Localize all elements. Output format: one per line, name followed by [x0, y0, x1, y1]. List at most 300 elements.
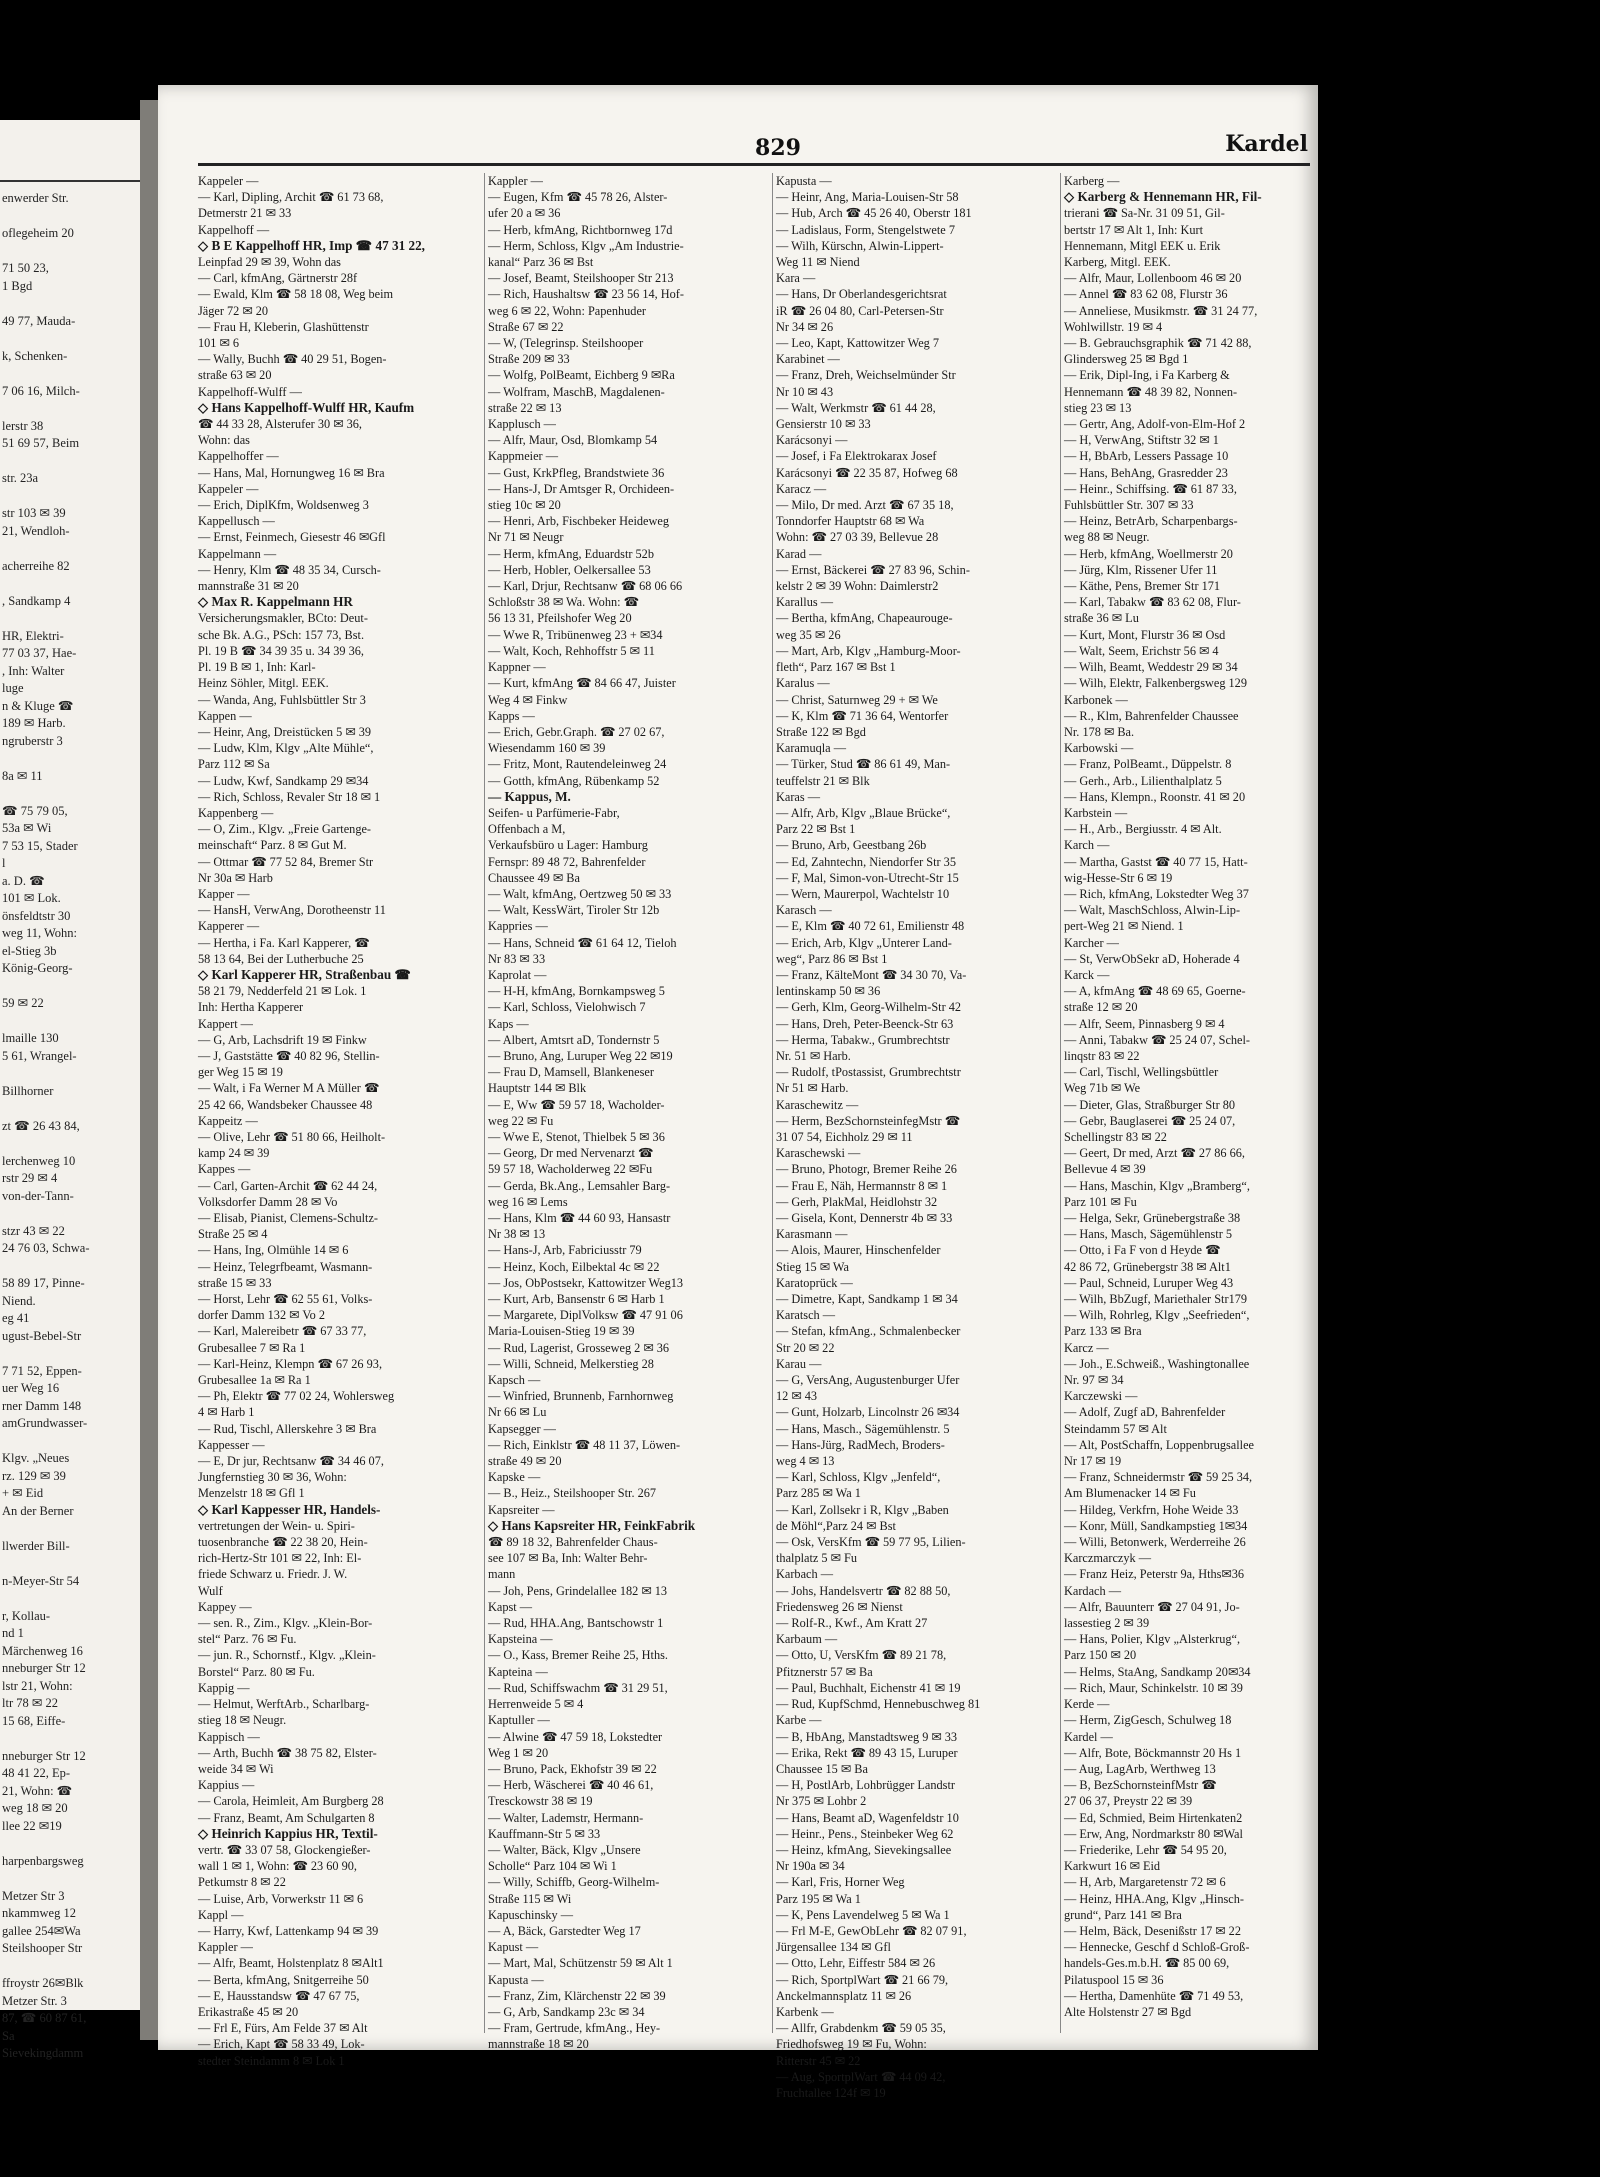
directory-entry-line: stieg 18 ✉ Neugr.	[198, 1713, 287, 1728]
directory-entry-line: Kappey —	[198, 1599, 252, 1614]
directory-entry-line: Kapper —	[198, 886, 250, 901]
directory-entry-line: — Helmut, WerftArb., Scharlbarg-	[198, 1697, 370, 1712]
directory-entry-line: Friedensweg 26 ✉ Nienst	[776, 1599, 903, 1614]
directory-entry-line: — Paul, Schneid, Luruper Weg 43	[1064, 1275, 1234, 1290]
directory-entry-line: ◇ Karl Kappesser HR, Handels-	[198, 1501, 381, 1517]
directory-entry-line: — Franz, Schneidermstr ☎ 59 25 34,	[1064, 1470, 1253, 1485]
directory-entry-line: — Erich, Arb, Klgv „Unterer Land-	[776, 935, 952, 950]
directory-entry-line: weg 22 ✉ Fu	[488, 1113, 554, 1128]
left-page-line: Metzer Str. 3	[2, 1993, 67, 2008]
left-page-line: Niend.	[2, 1293, 36, 1308]
directory-entry-line: straße 49 ✉ 20	[488, 1454, 562, 1469]
directory-entry-line: Grubesallee 7 ✉ Ra 1	[198, 1340, 306, 1355]
left-page-line: 7 53 15, Stader	[2, 838, 78, 853]
left-page-line: rstr 29 ✉ 4	[2, 1171, 58, 1185]
directory-entry-line: — Martha, Gastst ☎ 40 77 15, Hatt-	[1064, 854, 1248, 869]
directory-entry-line: — Hans, Beamt aD, Wagenfeldstr 10	[776, 1810, 959, 1825]
directory-entry-line: straße 36 ✉ Lu	[1064, 611, 1139, 626]
directory-entry-line: Kapteina —	[488, 1664, 548, 1679]
directory-entry-line: Straße 25 ✉ 4	[198, 1227, 268, 1242]
directory-entry-line: Fernspr: 89 48 72, Bahrenfelder	[488, 854, 646, 869]
left-page-line: 71 50 23,	[2, 261, 49, 275]
left-page-line	[2, 1013, 90, 1031]
directory-entry-line: trierani ☎ Sa-Nr. 31 09 51, Gil-	[1064, 206, 1225, 221]
left-page-line: 77 03 37, Hae-	[2, 646, 77, 660]
left-page-line	[2, 1870, 90, 1888]
directory-entry-line: Kapuschinsky —	[488, 1907, 574, 1922]
directory-entry-line: — Ludw, Klm, Klgv „Alte Mühle“,	[198, 741, 374, 756]
directory-entry-line: Steindamm 57 ✉ Alt	[1064, 1421, 1167, 1436]
left-page-line: lmaille 130	[2, 1031, 59, 1045]
directory-entry-line: — Wwe R, Tribünenweg 23 + ✉34	[488, 627, 663, 642]
directory-entry-line: — Bruno, Ang, Luruper Weg 22 ✉19	[488, 1048, 673, 1063]
left-page-line: , Inh: Walter	[2, 663, 65, 678]
left-page-line: 8a ✉ 11	[2, 768, 43, 783]
left-page-line: 48 41 22, Ep-	[2, 1766, 71, 1780]
directory-entry-line: — Alt, PostSchaffn, Loppenbrugsallee	[1064, 1437, 1255, 1452]
directory-entry-line: — Alfr, Maur, Lollenboom 46 ✉ 20	[1064, 271, 1242, 286]
left-page-line: 51 69 57, Beim	[2, 436, 80, 450]
left-page-line: lerchenweg 10	[2, 1153, 76, 1168]
directory-entry-line: thalplatz 5 ✉ Fu	[776, 1551, 857, 1566]
directory-entry-line: — Heinz, HHA.Ang, Klgv „Hinsch-	[1064, 1891, 1244, 1906]
left-page-line	[2, 575, 90, 593]
directory-entry-line: — B., Heiz., Steilshooper Str. 267	[488, 1486, 657, 1501]
left-page-line	[2, 1520, 90, 1538]
directory-entry-line: 101 ✉ 6	[198, 336, 240, 351]
directory-entry-line: Pfitznerstr 57 ✉ Ba	[776, 1664, 873, 1679]
directory-entry-line: — E, Dr jur, Rechtsanw ☎ 34 46 07,	[198, 1454, 384, 1469]
directory-entry-line: Hennemann ☎ 48 39 82, Nonnen-	[1064, 384, 1238, 399]
directory-entry-line: — Rich, kfmAng, Lokstedter Weg 37	[1064, 886, 1249, 901]
left-page-line	[2, 978, 90, 996]
column-divider	[772, 173, 773, 2033]
directory-entry-line: — Franz, PolBeamt., Düppelstr. 8	[1064, 757, 1232, 772]
directory-entry-line: — O., Kass, Bremer Reihe 25, Hths.	[488, 1648, 668, 1663]
directory-entry-line: 27 06 37, Preystr 22 ✉ 39	[1064, 1794, 1193, 1809]
directory-entry-line: Volksdorfer Damm 28 ✉ Vo	[198, 1194, 338, 1209]
directory-entry-line: rich-Hertz-Str 101 ✉ 22, Inh: El-	[198, 1551, 362, 1566]
directory-entry-line: — Karl, Schloss, Vielohwisch 7	[488, 1000, 646, 1015]
directory-entry-line: — Hans-J, Arb, Fabriciusstr 79	[488, 1243, 642, 1258]
directory-entry-line: weg 16 ✉ Lems	[488, 1194, 568, 1209]
directory-entry-line: — Walt, Seem, Erichstr 56 ✉ 4	[1064, 643, 1219, 658]
left-page-fragment	[0, 120, 140, 2060]
left-page-line: 1 Bgd	[2, 278, 33, 293]
directory-entry-line: Karaschewitz —	[776, 1097, 859, 1112]
directory-entry-line: Karberg —	[1064, 174, 1120, 188]
directory-entry-line: — Herm, Schloss, Klgv „Am Industrie-	[488, 238, 684, 253]
directory-entry-line: Karasmann —	[776, 1227, 848, 1242]
directory-entry-line: — Gerh, PlakMal, Heidlohstr 32	[776, 1194, 938, 1209]
directory-entry-line: Borstel“ Parz. 80 ✉ Fu.	[198, 1664, 315, 1679]
directory-entry-line: — Franz, Dreh, Weichselmünder Str	[776, 368, 956, 383]
left-page-line: 7 06 16, Milch-	[2, 383, 80, 398]
directory-entry-line: Karck —	[1064, 967, 1110, 982]
directory-entry-line: — Rich, Haushaltsw ☎ 23 56 14, Hof-	[488, 287, 684, 302]
directory-entry-line: Kapske —	[488, 1470, 541, 1485]
directory-entry-line: — Erich, DiplKfm, Woldsenweg 3	[198, 498, 369, 513]
left-page-line	[2, 1135, 90, 1153]
directory-entry-line: Alte Holstenstr 27 ✉ Bgd	[1064, 2004, 1192, 2019]
directory-entry-line: stieg 23 ✉ 13	[1064, 400, 1132, 415]
left-page-line: rz. 129 ✉ 39	[2, 1468, 66, 1483]
directory-entry-line: Bellevue 4 ✉ 39	[1064, 1162, 1146, 1177]
directory-entry-line: — Ludw, Kwf, Sandkamp 29 ✉34	[198, 773, 369, 788]
directory-entry-line: 31 07 54, Eichholz 29 ✉ 11	[776, 1129, 913, 1144]
left-page-line: lstr 21, Wohn:	[2, 1678, 73, 1693]
directory-entry-line: — Johs, Handelsvertr ☎ 82 88 50,	[776, 1583, 951, 1598]
directory-entry-line: — Franz Heiz, Peterstr 9a, Hths✉36	[1064, 1567, 1245, 1582]
left-page-line: harpenbargsweg	[2, 1853, 84, 1868]
left-page-line: , Sandkamp 4	[2, 593, 71, 608]
directory-entry-line: — Erik, Dipl-Ing, i Fa Karberg &	[1064, 368, 1230, 383]
directory-entry-line: ☎ 89 18 32, Bahrenfelder Chaus-	[488, 1535, 658, 1550]
directory-entry-line: Kappen —	[198, 708, 252, 723]
directory-entry-line: — Anni, Tabakw ☎ 25 24 07, Schel-	[1064, 1032, 1251, 1047]
left-page-line	[2, 1433, 90, 1451]
directory-entry-line: kelstr 2 ✉ 39 Wohn: Daimlerstr2	[776, 579, 939, 594]
directory-entry-line: kanal“ Parz 36 ✉ Bst	[488, 255, 594, 270]
directory-entry-line: Karácsonyi —	[776, 433, 848, 448]
directory-entry-line: Kappeler —	[198, 174, 259, 188]
directory-entry-line: — Erich, Kapt ☎ 58 33 49, Lok-	[198, 2037, 365, 2052]
directory-entry-line: — Friederike, Lehr ☎ 54 95 20,	[1064, 1842, 1227, 1857]
directory-entry-line: — Josef, i Fa Elektrokarax Josef	[776, 449, 937, 464]
directory-entry-line: — Ernst, Bäckerei ☎ 27 83 96, Schin-	[776, 562, 970, 577]
directory-entry-line: Karczmarczyk —	[1064, 1551, 1152, 1566]
directory-entry-line: — Frau D, Mamsell, Blankeneser	[488, 1065, 654, 1080]
directory-entry-line: Kapperer —	[198, 919, 260, 934]
directory-entry-line: — Franz, KälteMont ☎ 34 30 70, Va-	[776, 967, 967, 982]
left-page-line: uer Weg 16	[2, 1381, 60, 1395]
directory-entry-line: — Wilh, Beamt, Weddestr 29 ✉ 34	[1064, 660, 1238, 675]
directory-entry-line: — Gust, KrkPfleg, Brandstwiete 36	[488, 465, 665, 480]
directory-entry-line: — Heinz, Telegrfbeamt, Wasmann-	[198, 1259, 373, 1274]
directory-column-1	[198, 173, 478, 2068]
directory-entry-line: Parz 285 ✉ Wa 1	[776, 1486, 861, 1501]
left-page-line: enwerder Str.	[2, 191, 69, 205]
directory-entry-line: — Carl, kfmAng, Gärtnerstr 28f	[198, 271, 358, 286]
directory-entry-line: — Hans, Mal, Hornungweg 16 ✉ Bra	[198, 465, 385, 480]
directory-entry-line: ◇ Max R. Kappelmann HR	[198, 594, 353, 610]
left-page-line: 7 71 52, Eppen-	[2, 1363, 82, 1378]
left-page-line	[2, 1258, 90, 1276]
directory-entry-line: mannstraße 18 ✉ 20	[488, 2037, 589, 2052]
directory-entry-line: vertretungen der Wein- u. Spiri-	[198, 1518, 355, 1533]
directory-entry-line: ◇ B E Kappelhoff HR, Imp ☎ 47 31 22,	[198, 237, 425, 253]
directory-entry-line: Karbach —	[776, 1567, 834, 1582]
directory-entry-line: Karaschewski —	[776, 1146, 861, 1161]
left-page-line: luge	[2, 681, 24, 695]
directory-entry-line: straße 22 ✉ 13	[488, 400, 562, 415]
directory-entry-line: — K, Pens Lavendelweg 5 ✉ Wa 1	[776, 1907, 950, 1922]
directory-entry-line: — Hans, Ing, Olmühle 14 ✉ 6	[198, 1243, 349, 1258]
directory-entry-line: — Stefan, kfmAng., Schmalenbecker	[776, 1324, 961, 1339]
left-page-line: llwerder Bill-	[2, 1538, 70, 1553]
directory-entry-line: — Karl, Tabakw ☎ 83 62 08, Flur-	[1064, 595, 1241, 610]
directory-entry-line: 56 13 31, Pfeilshofer Weg 20	[488, 611, 632, 626]
left-page-line	[2, 1730, 90, 1748]
directory-entry-line: — Anneliese, Musikmstr. ☎ 31 24 77,	[1064, 303, 1258, 318]
directory-entry-line: — Bruno, Pack, Ekhofstr 39 ✉ 22	[488, 1761, 657, 1776]
directory-entry-line: 59 57 18, Wacholderweg 22 ✉Fu	[488, 1162, 653, 1177]
directory-entry-line: weide 34 ✉ Wi	[198, 1761, 274, 1776]
directory-entry-line: Nr 30a ✉ Harb	[198, 870, 273, 885]
directory-entry-line: — Herb, Wäscherei ☎ 40 46 61,	[488, 1778, 654, 1793]
directory-entry-line: — Heinz, BetrArb, Scharpenbargs-	[1064, 514, 1238, 529]
directory-entry-line: — Alfr, Seem, Pinnasberg 9 ✉ 4	[1064, 1016, 1225, 1031]
directory-entry-line: Karberg, Mitgl. EEK.	[1064, 255, 1171, 270]
directory-entry-line: Karcz —	[1064, 1340, 1109, 1355]
directory-entry-line: — Wilh, Elektr, Falkenbergsweg 129	[1064, 676, 1247, 691]
directory-entry-line: — Joh., E.Schweiß., Washingtonallee	[1064, 1356, 1250, 1371]
directory-entry-line: — G, VersAng, Augustenburger Ufer	[776, 1373, 960, 1388]
left-page-line	[2, 488, 90, 506]
directory-entry-line: Weg 4 ✉ Finkw	[488, 692, 568, 707]
directory-entry-line: dorfer Damm 132 ✉ Vo 2	[198, 1308, 325, 1323]
directory-entry-line: Karabinet —	[776, 352, 840, 367]
directory-entry-line: stel“ Parz. 76 ✉ Fu.	[198, 1632, 297, 1647]
left-page-line	[2, 400, 90, 418]
directory-entry-line: — Kappus, M.	[488, 788, 571, 804]
directory-entry-line: — Hans, Masch., Sägemühlenstr. 5	[776, 1421, 950, 1436]
directory-entry-line: Parz 112 ✉ Sa	[198, 757, 270, 772]
directory-entry-line: bertstr 17 ✉ Alt 1, Inh: Kurt	[1064, 222, 1204, 237]
left-page-line: n & Kluge ☎	[2, 698, 74, 713]
left-page-line: n-Meyer-Str 54	[2, 1573, 80, 1588]
directory-entry-line: Nr 375 ✉ Lohbr 2	[776, 1794, 867, 1809]
directory-entry-line: Chaussee 49 ✉ Ba	[488, 870, 580, 885]
directory-entry-line: — Hans, Masch, Sägemühlenstr 5	[1064, 1227, 1233, 1242]
directory-entry-line: — Alfr, Beamt, Holstenplatz 8 ✉Alt1	[198, 1956, 384, 1971]
directory-entry-line: Erikastraße 45 ✉ 20	[198, 2004, 299, 2019]
directory-entry-line: Kauffmann-Str 5 ✉ 33	[488, 1826, 601, 1841]
directory-entry-line: mannstraße 31 ✉ 20	[198, 579, 299, 594]
directory-entry-line: — Annel ☎ 83 62 08, Flurstr 36	[1064, 287, 1228, 302]
directory-entry-line: — Hans, BehAng, Grasredder 23	[1064, 465, 1228, 480]
directory-entry-line: — Frau E, Näh, Hermannstr 8 ✉ 1	[776, 1178, 948, 1193]
directory-entry-line: — Karl, Malereibetr ☎ 67 33 77,	[198, 1324, 367, 1339]
directory-entry-line: — A, kfmAng ☎ 48 69 65, Goerne-	[1064, 984, 1246, 999]
directory-entry-line: teuffelstr 21 ✉ Blk	[776, 773, 870, 788]
directory-entry-line: — Karl, Fris, Horner Weg	[776, 1875, 905, 1890]
directory-entry-line: Kappenberg —	[198, 805, 274, 820]
directory-entry-line: — Gerda, Bk.Ang., Lemsahler Barg-	[488, 1178, 671, 1193]
directory-entry-line: — Fritz, Mont, Rautendeleinweg 24	[488, 757, 667, 772]
directory-entry-line: Karcher —	[1064, 935, 1119, 950]
left-page-line: rner Damm 148	[2, 1398, 82, 1413]
left-page-line	[2, 1100, 90, 1118]
left-page-line	[2, 453, 90, 471]
directory-entry-line: — Hildeg, Verkfrn, Hohe Weide 33	[1064, 1502, 1239, 1517]
directory-entry-line: — Hennecke, Geschf d Schloß-Groß-	[1064, 1940, 1250, 1955]
directory-entry-line: — Bruno, Arb, Geestbang 26b	[776, 838, 927, 853]
directory-entry-line: — H., Arb., Bergiusstr. 4 ✉ Alt.	[1064, 822, 1222, 837]
directory-entry-line: Jäger 72 ✉ 20	[198, 303, 269, 318]
directory-entry-line: Karbonek —	[1064, 692, 1128, 707]
directory-entry-line: straße 63 ✉ 20	[198, 368, 272, 383]
directory-entry-line: Wulf	[198, 1583, 223, 1598]
left-page-line: von-der-Tann-	[2, 1188, 74, 1203]
directory-entry-line: Hennemann, Mitgl EEK u. Erik	[1064, 238, 1221, 253]
directory-entry-line: grund“, Parz 141 ✉ Bra	[1064, 1907, 1182, 1922]
left-page-line: nneburger Str 12	[2, 1661, 86, 1675]
left-page-line	[2, 785, 90, 803]
left-page-line: weg 11, Wohn:	[2, 926, 78, 940]
directory-entry-line: — Herm, kfmAng, Eduardstr 52b	[488, 546, 654, 561]
directory-entry-line: — Franz, Zim, Klärchenstr 22 ✉ 39	[488, 1988, 666, 2003]
directory-entry-line: Nr 51 ✉ Harb.	[776, 1081, 849, 1096]
directory-entry-line: 58 21 79, Nedderfeld 21 ✉ Lok. 1	[198, 984, 367, 999]
directory-entry-line: — Jos, ObPostsekr, Kattowitzer Weg13	[488, 1275, 684, 1290]
directory-entry-line: 58 13 64, Bei der Lutherbuche 25	[198, 951, 364, 966]
directory-entry-line: Kardel —	[1064, 1729, 1113, 1744]
directory-entry-line: — Dieter, Glas, Straßburger Str 80	[1064, 1097, 1236, 1112]
directory-entry-line: — Herb, Hobler, Oelkersallee 53	[488, 562, 651, 577]
left-page-line	[2, 208, 90, 226]
directory-entry-line: Anckelmannsplatz 11 ✉ 26	[776, 1988, 912, 2003]
directory-entry-line: Pl. 19 B ☎ 34 39 35 u. 34 39 36,	[198, 643, 364, 658]
directory-entry-line: — Aug, LagArb, Werthweg 13	[1064, 1761, 1216, 1776]
directory-entry-line: — Walt, i Fa Werner M A Müller ☎	[198, 1081, 380, 1096]
left-page-line: str. 23a	[2, 471, 39, 485]
book-gutter	[140, 100, 160, 2040]
left-page-line: 21, Wohn: ☎	[2, 1783, 73, 1798]
directory-entry-line: wig-Hesse-Str 6 ✉ 19	[1064, 870, 1173, 885]
left-page-line: oflegeheim 20	[2, 226, 74, 240]
directory-entry-line: — Heinz, kfmAng, Sievekingsallee	[776, 1842, 952, 1857]
left-page-line: Sievekingdamm	[2, 2046, 84, 2060]
directory-entry-line: 25 42 66, Wandsbeker Chaussee 48	[198, 1097, 373, 1112]
directory-entry-line: — Margarete, DiplVolksw ☎ 47 91 06	[488, 1308, 683, 1323]
directory-entry-line: Kappeitz —	[198, 1113, 258, 1128]
directory-entry-line: — Heinr, Ang, Dreistücken 5 ✉ 39	[198, 724, 372, 739]
directory-entry-line: Kappelmann —	[198, 546, 277, 561]
left-page-line: Metzer Str 3	[2, 1888, 65, 1903]
directory-entry-line: Karbaum —	[776, 1632, 838, 1647]
directory-entry-line: Karacz —	[776, 481, 827, 496]
directory-entry-line: — A, Bäck, Garstedter Weg 17	[488, 1923, 641, 1938]
directory-entry-line: Straße 115 ✉ Wi	[488, 1891, 572, 1906]
directory-entry-line: linqstr 83 ✉ 22	[1064, 1048, 1140, 1063]
directory-entry-line: — E, Ww ☎ 59 57 18, Wacholder-	[488, 1097, 665, 1112]
directory-entry-line: — Ladislaus, Form, Stengelstwete 7	[776, 222, 955, 237]
directory-entry-line: — Luise, Arb, Vorwerkstr 11 ✉ 6	[198, 1891, 364, 1906]
running-head: Kardel	[1225, 131, 1308, 157]
directory-entry-line: Karatoprück —	[776, 1275, 853, 1290]
directory-entry-line: — Kurt, Arb, Bansenstr 6 ✉ Harb 1	[488, 1292, 665, 1307]
directory-entry-line: Karad —	[776, 546, 822, 561]
directory-entry-line: — Bruno, Photogr, Bremer Reihe 26	[776, 1162, 957, 1177]
directory-entry-line: — Kurt, kfmAng ☎ 84 66 47, Juister	[488, 676, 676, 691]
directory-column-3	[776, 173, 1056, 2100]
directory-entry-line: — Hans-Jürg, RadMech, Broders-	[776, 1437, 945, 1452]
directory-entry-line: — Hertha, i Fa. Karl Kapperer, ☎	[198, 935, 370, 950]
directory-entry-line: — Erika, Rekt ☎ 89 43 15, Luruper	[776, 1745, 958, 1760]
directory-entry-line: — Hans, Schneid ☎ 61 64 12, Tieloh	[488, 935, 677, 950]
directory-entry-line: ger Weg 15 ✉ 19	[198, 1065, 283, 1080]
directory-entry-line: Kara —	[776, 271, 816, 286]
left-page-line	[2, 1205, 90, 1223]
directory-entry-line: Fruchtallee 124f ✉ 19	[776, 2085, 886, 2100]
directory-entry-line: Straße 67 ✉ 22	[488, 319, 564, 334]
directory-entry-line: — Helms, StaAng, Sandkamp 20✉34	[1064, 1664, 1251, 1679]
directory-entry-line: Inh: Hertha Kapperer	[198, 1000, 304, 1015]
directory-entry-line: Versicherungsmakler, BCto: Deut-	[198, 611, 368, 626]
directory-entry-line: — Karl, Zollsekr i R, Klgv „Baben	[776, 1502, 949, 1517]
directory-entry-line: Chaussee 15 ✉ Ba	[776, 1761, 868, 1776]
directory-entry-line: Nr 190a ✉ 34	[776, 1859, 845, 1874]
directory-entry-line: — Herm, ZigGesch, Schulweg 18	[1064, 1713, 1232, 1728]
directory-entry-line: — Gotth, kfmAng, Rübenkamp 52	[488, 773, 660, 788]
left-page-line	[2, 1065, 90, 1083]
directory-entry-line: — Wwe E, Stenot, Thielbek 5 ✉ 36	[488, 1129, 665, 1144]
directory-entry-line: — Albert, Amtsrt aD, Tondernstr 5	[488, 1032, 660, 1047]
directory-entry-line: Karau —	[776, 1356, 822, 1371]
directory-entry-line: — Geert, Dr med, Arzt ☎ 27 86 66,	[1064, 1146, 1245, 1161]
directory-entry-line: wall 1 ✉ 1, Wohn: ☎ 23 60 90,	[198, 1859, 357, 1874]
directory-entry-line: Kaps —	[488, 1016, 529, 1031]
directory-entry-line: — Arth, Buchh ☎ 38 75 82, Elster-	[198, 1745, 377, 1760]
directory-entry-line: — Wilh, BbZugf, Mariethaler Str179	[1064, 1292, 1248, 1307]
left-page-line: r, Kollau-	[2, 1608, 51, 1623]
directory-entry-line: Kappl —	[198, 1907, 244, 1922]
left-page-line	[2, 610, 90, 628]
left-page-line: 15 68, Eiffe-	[2, 1713, 66, 1728]
directory-entry-line: Herrenweide 5 ✉ 4	[488, 1697, 584, 1712]
header-rule	[198, 163, 1310, 166]
directory-entry-line: Kappig —	[198, 1680, 250, 1695]
left-page-line: Märchenweg 16	[2, 1643, 83, 1658]
directory-entry-line: — Karl, Drjur, Rechtsanw ☎ 68 06 66	[488, 579, 683, 594]
directory-entry-line: — Rich, Maur, Schinkelstr. 10 ✉ 39	[1064, 1680, 1243, 1695]
directory-entry-line: Verkaufsbüro u Lager: Hamburg	[488, 838, 648, 853]
directory-entry-line: — Josef, Beamt, Steilshooper Str 213	[488, 271, 674, 286]
directory-entry-line: — Walter, Bäck, Klgv „Unsere	[488, 1842, 641, 1857]
directory-entry-line: Weg 11 ✉ Niend	[776, 255, 860, 270]
directory-entry-line: — Eugen, Kfm ☎ 45 78 26, Alster-	[488, 190, 668, 205]
directory-entry-line: — Heinz, Koch, Eilbektal 4c ✉ 22	[488, 1259, 660, 1274]
left-page-line	[2, 1555, 90, 1573]
directory-entry-line: — Olive, Lehr ☎ 51 80 66, Heilholt-	[198, 1129, 386, 1144]
directory-entry-line: — Henry, Klm ☎ 48 35 34, Cursch-	[198, 562, 381, 577]
directory-entry-line: — Georg, Dr med Nervenarzt ☎	[488, 1146, 654, 1161]
directory-entry-line: — Erw, Ang, Nordmarkstr 80 ✉Wal	[1064, 1826, 1243, 1841]
left-page-line: + ✉ Eid	[2, 1486, 44, 1500]
directory-entry-line: — Heinr., Pens., Steinbeker Weg 62	[776, 1826, 954, 1841]
directory-entry-line: — Allfr, Grabdenkm ☎ 59 05 35,	[776, 2021, 946, 2036]
directory-entry-line: Kappner —	[488, 660, 546, 675]
directory-entry-line: — Wolfram, MaschB, Magdalenen-	[488, 384, 665, 399]
left-page-line: nd 1	[2, 1626, 24, 1640]
directory-entry-line: Karkwurt 16 ✉ Eid	[1064, 1859, 1161, 1874]
directory-entry-line: tuosenbranche ☎ 22 38 20, Hein-	[198, 1535, 368, 1550]
directory-entry-line: Nr. 97 ✉ 34	[1064, 1373, 1124, 1388]
directory-entry-line: — St, VerwObSekr aD, Hoherade 4	[1064, 951, 1240, 966]
left-page-line: Billhorner	[2, 1083, 54, 1098]
directory-entry-line: — Willy, Schiffb, Georg-Wilhelm-	[488, 1875, 660, 1890]
directory-entry-line: ufer 20 a ✉ 36	[488, 206, 561, 221]
directory-entry-line: sche Bk. A.G., PSch: 157 73, Bst.	[198, 627, 365, 642]
directory-entry-line: de Möhl“,Parz 24 ✉ Bst	[776, 1518, 896, 1533]
directory-entry-line: kamp 24 ✉ 39	[198, 1146, 270, 1161]
directory-column-2	[488, 173, 768, 2052]
left-page-line: An der Berner	[2, 1503, 74, 1518]
directory-entry-line: — Hans, Klempn., Roonstr. 41 ✉ 20	[1064, 789, 1246, 804]
left-page-line: Klgv. „Neues	[2, 1451, 70, 1465]
directory-entry-line: — Hans, Maschin, Klgv „Bramberg“,	[1064, 1178, 1250, 1193]
